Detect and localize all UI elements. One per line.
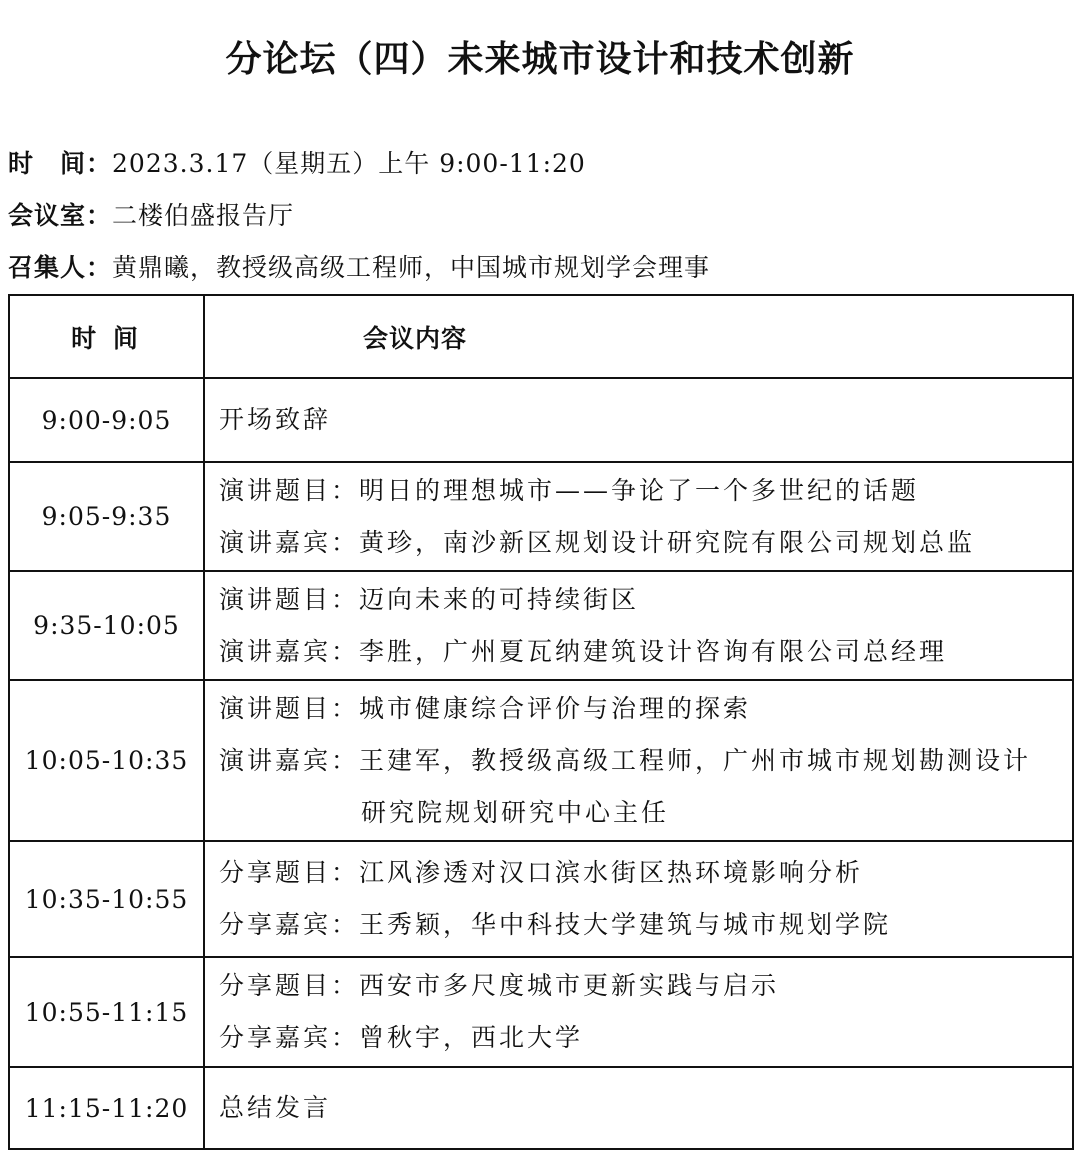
table-row	[9, 1067, 1073, 1149]
info-convener-value: 黄鼎曦，教授级高级工程师，中国城市规划学会理事	[112, 253, 711, 282]
row-content	[204, 1067, 1073, 1149]
row-line: 演讲嘉宾：黄珍，南沙新区规划设计研究院有限公司规划总监	[219, 527, 976, 557]
schedule-table	[8, 294, 1074, 1150]
row-time: 10:05-10:35	[9, 680, 204, 841]
row-content	[204, 841, 1073, 957]
header-content: 会议内容	[204, 295, 1073, 378]
row-line: 演讲题目：城市健康综合评价与治理的探索	[219, 693, 752, 723]
table-row	[9, 680, 1073, 841]
table-row	[9, 462, 1073, 571]
row-time: 9:35-10:05	[9, 571, 204, 680]
table-row	[9, 571, 1073, 680]
row-line: 分享嘉宾：王秀颖，华中科技大学建筑与城市规划学院	[219, 910, 892, 939]
row-time: 9:05-9:35	[9, 462, 204, 571]
row-time: 10:35-10:55	[9, 841, 204, 957]
info-time	[8, 144, 586, 184]
header-time: 时 间	[9, 295, 204, 378]
row-content	[204, 957, 1073, 1067]
info-room	[8, 196, 294, 236]
row-content	[204, 680, 1073, 841]
row-line: 演讲嘉宾：王建军，教授级高级工程师，广州市城市规划勘测设计	[219, 745, 1032, 775]
info-time-label: 时 间：	[8, 149, 113, 178]
info-room-label: 会议室：	[8, 201, 113, 230]
row-content	[204, 462, 1073, 571]
table-row	[9, 957, 1073, 1067]
row-line: 分享题目：西安市多尺度城市更新实践与启示	[219, 971, 780, 1000]
row-line: 演讲嘉宾：李胜，广州夏瓦纳建筑设计咨询有限公司总经理	[219, 636, 948, 666]
row-line: 分享题目：江风渗透对汉口滨水街区热环境影响分析	[219, 858, 864, 887]
table-header-row	[9, 295, 1073, 378]
row-time: 11:15-11:20	[9, 1067, 204, 1149]
info-room-value: 二楼伯盛报告厅	[112, 201, 295, 230]
row-time: 9:00-9:05	[9, 378, 204, 462]
row-line: 开场致辞	[219, 405, 332, 434]
row-content	[204, 378, 1073, 462]
info-convener-label: 召集人：	[8, 253, 113, 282]
row-line: 研究院规划研究中心主任	[361, 797, 670, 827]
row-line: 演讲题目：明日的理想城市——争论了一个多世纪的话题	[219, 475, 920, 505]
page-title: 分论坛（四）未来城市设计和技术创新	[225, 39, 855, 80]
table-row	[9, 378, 1073, 462]
row-time: 10:55-11:15	[9, 957, 204, 1067]
row-line: 总结发言	[219, 1093, 332, 1122]
info-time-value: 2023.3.17（星期五）上午 9:00-11:20	[112, 149, 586, 178]
row-line: 演讲题目：迈向未来的可持续街区	[219, 584, 640, 614]
row-line: 分享嘉宾：曾秋宇，西北大学	[219, 1023, 584, 1052]
table-row	[9, 841, 1073, 957]
row-content	[204, 571, 1073, 680]
info-convener	[8, 248, 710, 288]
